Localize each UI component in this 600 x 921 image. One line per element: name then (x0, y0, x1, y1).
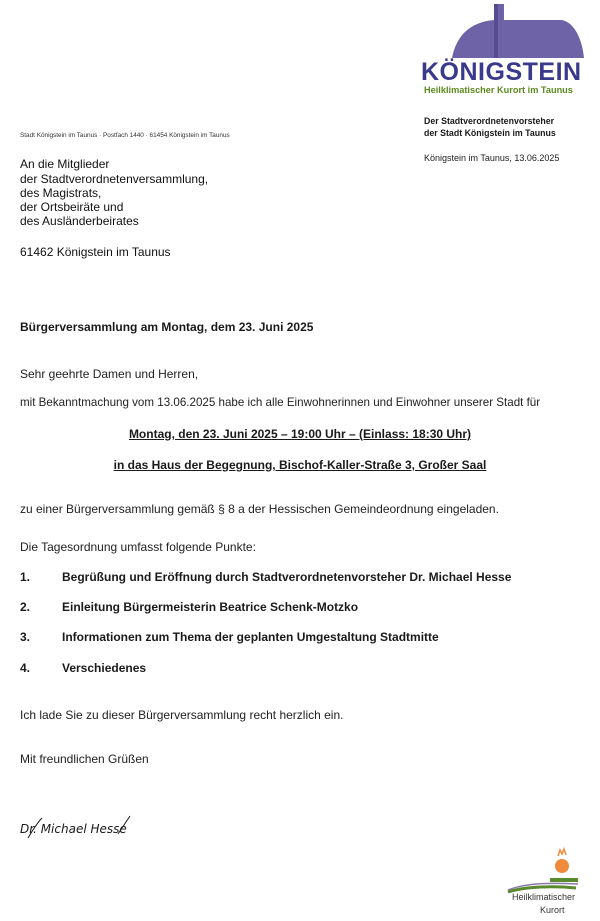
logo-title: KÖNIGSTEIN (421, 58, 582, 86)
recipient-line: der Ortsbeiräte und (20, 200, 124, 214)
event-date (0, 427, 600, 441)
agenda-item-text: Einleitung Bürgermeisterin Beatrice Schenk-Motzko (62, 600, 359, 614)
event-place-text: in das Haus der Begegnung, Bischof-Kaller-Straße 3, Großer Saal (113, 458, 487, 472)
agenda-item-text: Verschiedenes (62, 661, 147, 675)
recipient-line: der Stadtverordnetenversammlung, (20, 172, 209, 186)
agenda-item-text: Informationen zum Thema der geplanten Umgestaltung Stadtmitte (62, 630, 439, 644)
agenda-item-number: 2. (20, 600, 31, 614)
recipient-city: 61462 Königstein im Taunus (20, 245, 171, 259)
agenda-item-number: 3. (20, 630, 31, 644)
letter-subject: Bürgerversammlung am Montag, dem 23. Juni 2025 (20, 320, 314, 334)
invitation-sentence: Ich lade Sie zu dieser Bürgerversammlung recht herzlich ein. (20, 708, 344, 722)
kurort-logo-text: Heilklimatischer (512, 892, 576, 902)
logo-subtitle: Heilklimatischer Kurort im Taunus (424, 85, 573, 95)
agenda-item-number: 4. (20, 661, 31, 675)
recipient-line: des Ausländerbeirates (20, 214, 139, 228)
salutation: Sehr geehrte Damen und Herren, (20, 367, 199, 381)
agenda-item-number: 1. (20, 570, 31, 584)
purpose-paragraph: zu einer Bürgerversammlung gemäß § 8 a der Hessischen Gemeindeordnung eingeladen. (20, 502, 499, 516)
signature-text: Dr. Michael Hesse (20, 822, 127, 836)
recipient-line: An die Mitglieder (20, 157, 110, 171)
place-date: Königstein im Taunus, 13.06.2025 (424, 153, 560, 163)
signature (20, 820, 127, 838)
agenda-item-text: Begrüßung und Eröffnung durch Stadtverordnetenvorsteher Dr. Michael Hesse (62, 570, 512, 584)
closing-greeting: Mit freundlichen Grüßen (20, 752, 149, 766)
kurort-logo-text: Kurort (540, 905, 565, 915)
recipient-line: des Magistrats, (20, 186, 102, 200)
event-date-text: Montag, den 23. Juni 2025 – 19:00 Uhr – (Einlass: 18:30 Uhr) (128, 427, 472, 441)
signature-stroke (18, 812, 138, 840)
sender-organization: der Stadt Königstein im Taunus (424, 128, 556, 138)
intro-paragraph: mit Bekanntmachung vom 13.06.2025 habe ich alle Einwohnerinnen und Einwohner unserer Stadt für (20, 396, 541, 409)
event-place (0, 458, 600, 472)
sender-title: Der Stadtverordnetenvorsteher (424, 116, 555, 126)
return-address: Stadt Königstein im Taunus · Postfach 1440 · 61454 Königstein im Taunus (20, 132, 230, 139)
agenda-intro: Die Tagesordnung umfasst folgende Punkte: (20, 540, 256, 554)
koenigstein-logo-graphic (442, 2, 592, 65)
